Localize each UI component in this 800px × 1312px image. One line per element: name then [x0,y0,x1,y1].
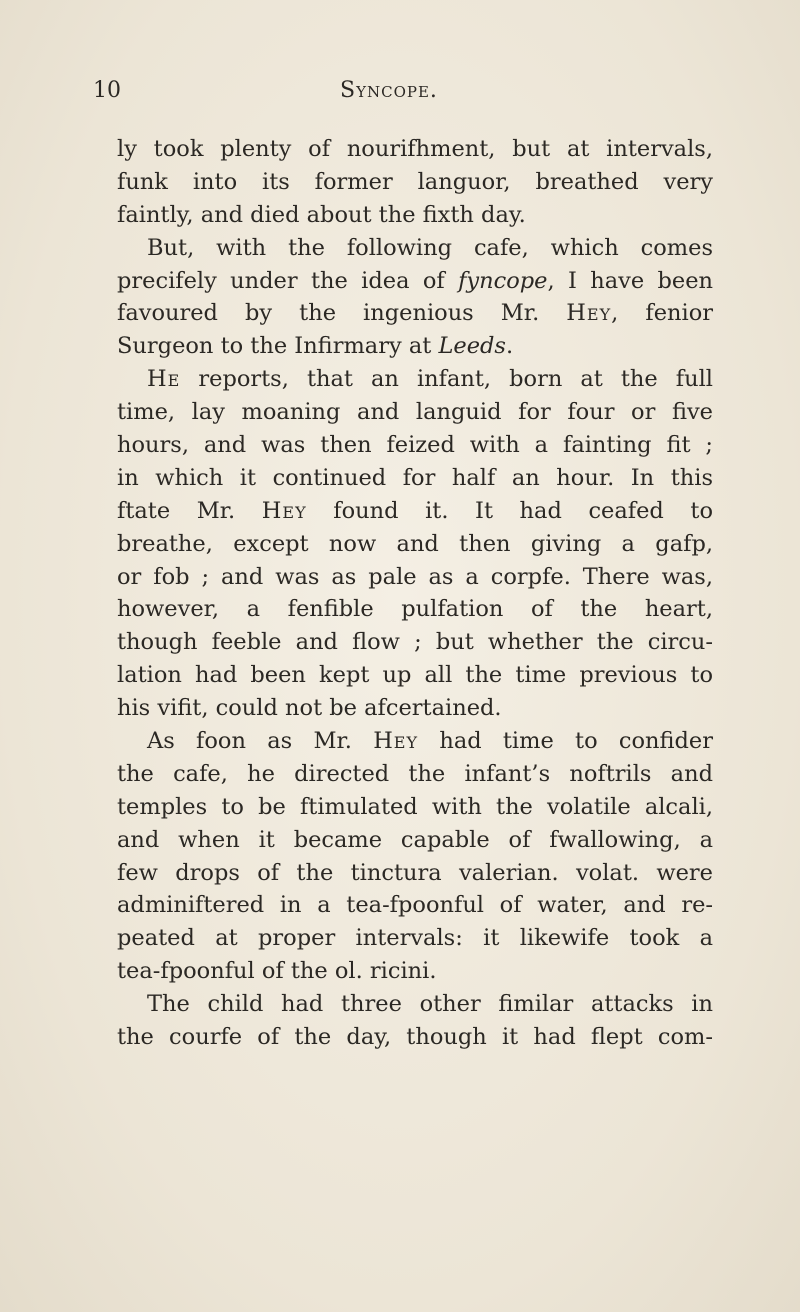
text-segment: reports, that an infant, born at the full [180,366,713,393]
text-line: tea-fpoonful of the ol. ricini. [117,958,437,985]
text-line: But, with the following cafe, which comes [147,234,713,261]
text-segment: found it. It had ceafed to [306,497,713,524]
text-segment: favoured by the ingenious Mr. [117,300,567,327]
text-line: The child had three other fimilar attacks in [147,991,713,1018]
text-line [117,363,713,396]
running-head [0,78,800,112]
text-line: temples to be ftimulated with the volatile alcali, [117,793,713,820]
text-line: though feeble and flow ; but whether the circu- [117,629,713,656]
text-line: and when it became capable of fwallowing, a [117,826,713,853]
text-line: the courfe of the day, though it had flept com- [117,1024,713,1051]
text-segment: . [505,333,514,360]
text-line: in which it continued for half an hour. In this [117,464,713,491]
text-line: faintly, and died about the fixth day. [117,201,526,228]
body-text [117,133,713,1054]
text-line [117,265,713,298]
surname-small-caps: Hey [373,728,419,755]
text-line [117,725,713,758]
text-segment: As foon as Mr. [147,728,374,755]
text-line [117,330,713,363]
text-segment: , fenior [611,300,713,327]
text-line: few drops of the tinctura valerian. volat. were [117,859,713,886]
text-segment: had time to confider [418,728,714,755]
text-line: the cafe, he directed the infant’s noftrils and [117,760,713,787]
text-line: however, a fenfible pulfation of the heart, [117,596,713,623]
text-line [117,297,713,330]
paragraph-lead-small-caps: He [147,366,181,393]
text-line: lation had been kept up all the time previous to [117,662,713,689]
text-segment: ftate Mr. [117,497,262,524]
italic-term: fyncope [458,267,548,294]
surname-small-caps: Hey [261,497,307,524]
text-line: or fob ; and was as pale as a corpfe. There was, [117,563,713,590]
text-line: hours, and was then feized with a fainting fit ; [117,432,713,459]
text-line: breathe, except now and then giving a gafp, [117,530,713,557]
text-line: peated at proper intervals: it likewife took a [117,925,713,952]
text-line [117,495,713,528]
text-line: adminiftered in a tea-fpoonful of water, and re- [117,892,713,919]
text-line: his vifit, could not be afcertained. [117,695,502,722]
surname-small-caps: Hey [566,300,612,327]
running-title: Syncope. [340,78,438,103]
text-line: ly took plenty of nourifhment, but at intervals, [117,136,713,162]
text-line: funk into its former languor, breathed very [117,168,713,195]
page-number: 10 [93,78,121,103]
text-segment: , I have been [547,267,714,294]
text-segment: Surgeon to the Infirmary at [117,333,439,360]
italic-place: Leeds [438,333,506,360]
text-line: time, lay moaning and languid for four or five [117,399,713,426]
text-segment: precifely under the idea of [117,267,459,294]
